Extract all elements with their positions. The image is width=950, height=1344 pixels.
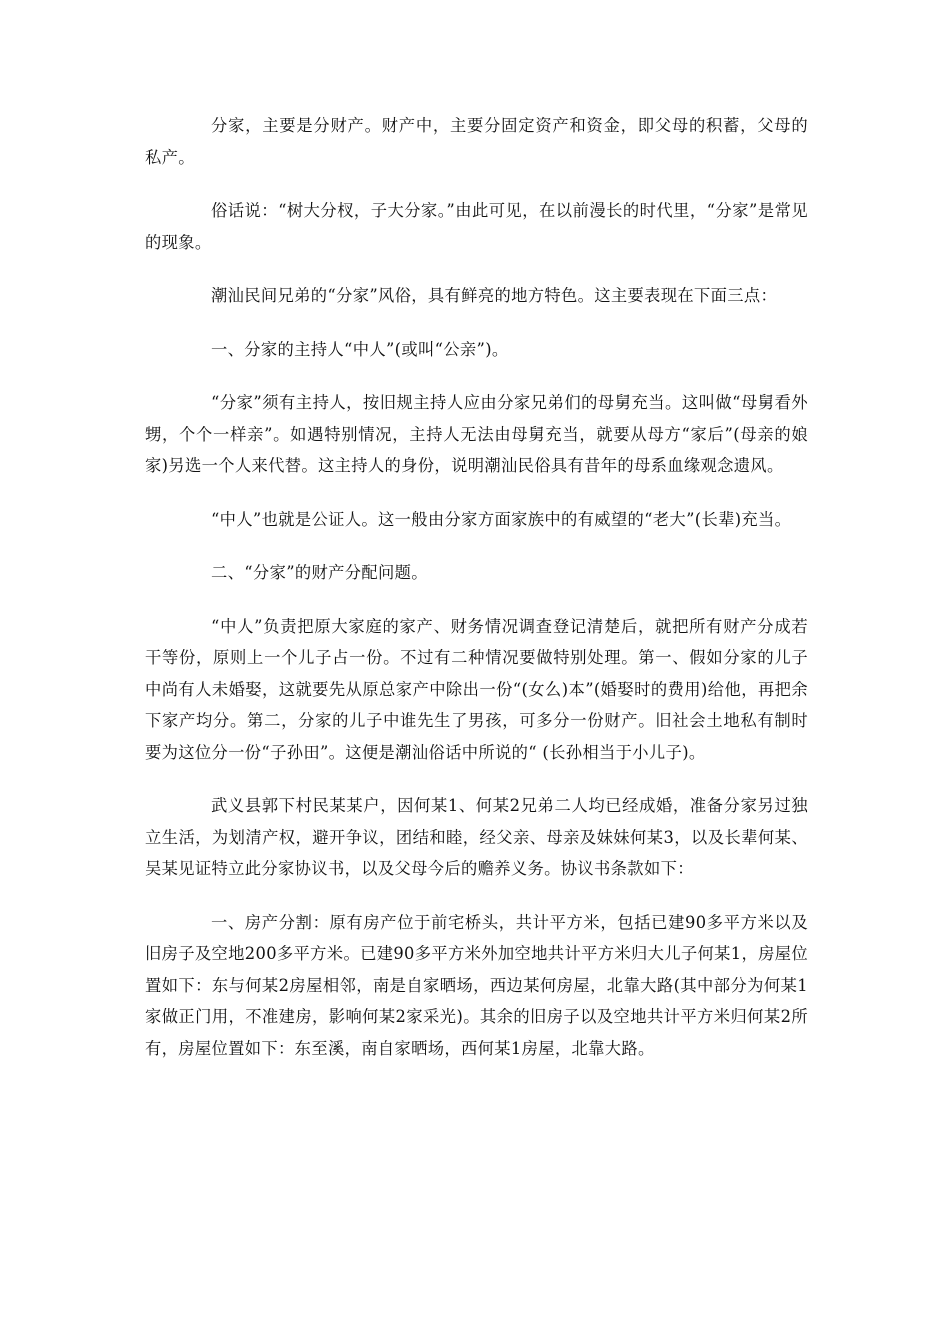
paragraph-3: 潮汕民间兄弟的“分家”风俗，具有鲜亮的地方特色。这主要表现在下面三点： [211,286,778,305]
document-body [145,110,808,1086]
paragraph-6: “中人”负责把原大家庭的家产、财务情况调查登记清楚后，就把所有财产分成若干等份，原则上一个儿子占一份。不过有二种情况要做特别处理。第一、假如分家的儿子中尚有人未婚娶，这就要先从原总家产中除出一份“(女么)本”(婚娶时的费用)给他，再把余下家产均分。第二，分家的儿子中谁先生了男孩，可多分一份财产。旧社会土地私有制时要为这位分一份“子孙田”。这便是潮汕俗话中所说的“ (长孙相当于小儿子)。 [145,616,808,762]
paragraph-7: 武义县郭下村民某某户，因何某1、何某2兄弟二人均已经成婚，准备分家另过独立生活，为划清产权，避开争议，团结和睦，经父亲、母亲及妹妹何某3，以及长辈何某、吴某见证特立此分家协议书，以及父母今后的赡养义务。协议书条款如下： [145,796,808,878]
paragraph-4: “分家”须有主持人，按旧规主持人应由分家兄弟们的母舅充当。这叫做“母舅看外甥，个个一样亲”。如遇特别情况，主持人无法由母舅充当，就要从母方“家后”(母亲的娘家)另选一个人来代替。这主持人的身份，说明潮汕民俗具有昔年的母系血缘观念遗风。 [145,393,808,475]
paragraph-5: “中人”也就是公证人。这一般由分家方面家族中的有威望的“老大”(长辈)充当。 [211,509,792,529]
section-heading-1: 一、分家的主持人“中人”(或叫“公亲”)。 [211,339,509,359]
paragraph-1: 分家，主要是分财产。财产中，主要分固定资产和资金，即父母的积蓄，父母的私产。 [145,116,808,167]
paragraph-2: 俗话说：“树大分杈，子大分家。”由此可见，在以前漫长的时代里，“分家”是常见的现象。 [145,201,808,252]
paragraph-8: 一、房产分割：原有房产位于前宅桥头，共计平方米，包括已建90多平方米以及旧房子及空地200多平方米。已建90多平方米外加空地共计平方米归大儿子何某1，房屋位置如下：东与何某2房屋相邻，南是自家晒场，西边某何房屋，北靠大路(其中部分为何某1家做正门用，不准建房，影响何某2家采光)。其余的旧房子以及空地共计平方米归何某2所有，房屋位置如下：东至溪，南自家晒场，西何某1房屋，北靠大路。 [145,912,808,1058]
section-heading-2: 二、“分家”的财产分配问题。 [211,563,428,582]
